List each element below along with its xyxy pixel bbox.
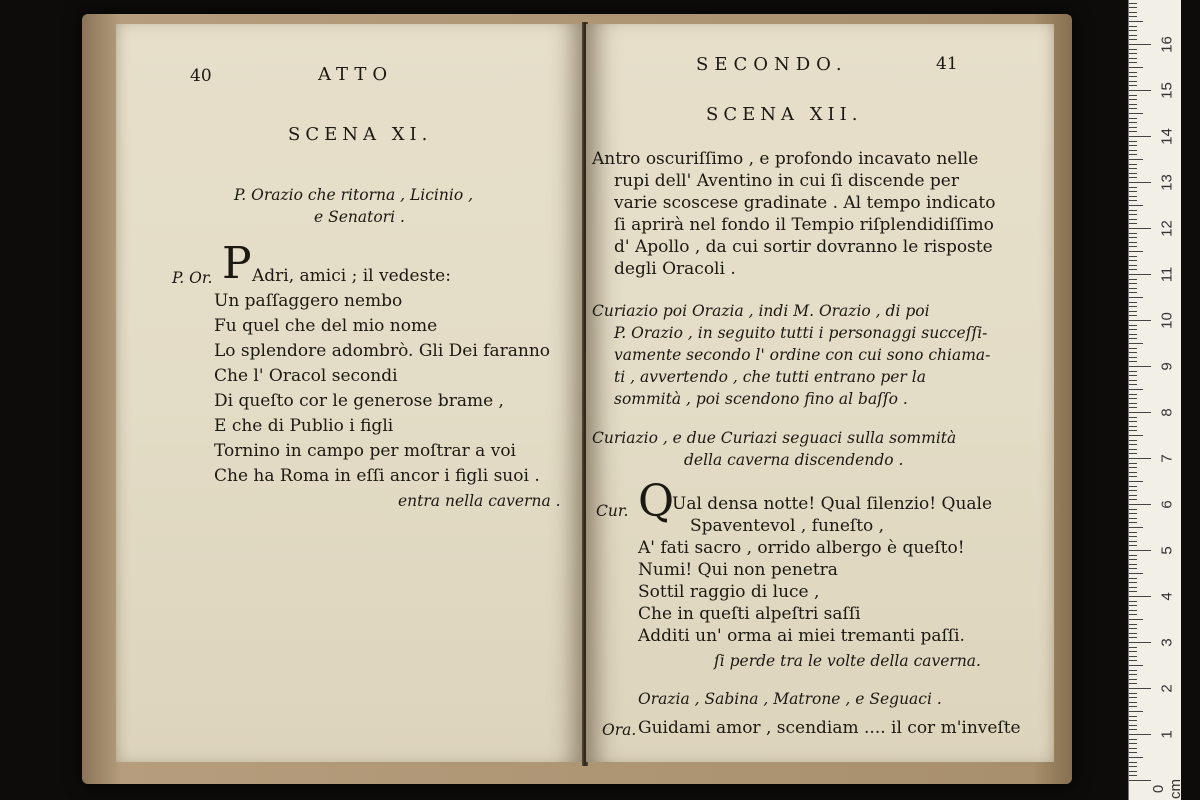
verse-line: Che in queſti alpeſtri saſſi [638,604,861,624]
ruler-tick [1129,118,1137,119]
entrance-direction: Curiazio , e due Curiazi seguaci sulla sommità [592,429,957,447]
ruler-tick [1129,504,1151,505]
ruler-tick [1129,587,1137,588]
ruler-number: 1 [1158,730,1176,739]
ruler-tick [1129,357,1137,358]
ruler-tick [1129,486,1137,487]
ruler-tick [1129,389,1143,390]
setting-line: varie scoscese gradinate . Al tempo indicato [614,193,996,213]
stage-direction: entra nella caverna . [398,492,561,510]
verse-line: Tornino in campo per moſtrar a voi [214,441,516,461]
ruler-number: 12 [1158,220,1176,237]
ruler-number: 5 [1158,546,1176,555]
ruler-tick [1129,256,1137,257]
ruler-number: 15 [1158,82,1176,99]
ruler-tick [1129,628,1137,629]
ruler-tick [1129,458,1151,459]
running-head: ATTO [318,64,394,85]
ruler-tick [1129,555,1137,556]
ruler-tick [1129,7,1137,8]
ruler-tick [1129,748,1137,749]
ruler-tick [1129,191,1137,192]
ruler-tick [1129,624,1137,625]
ruler-tick [1129,30,1137,31]
ruler-tick [1129,3,1137,4]
ruler-tick [1129,320,1151,321]
speaker-label: Cur. [596,502,629,520]
ruler-tick [1129,76,1137,77]
ruler-tick [1129,150,1137,151]
ruler-tick [1129,752,1137,753]
ruler-tick [1129,513,1137,514]
ruler-tick [1129,297,1143,298]
ruler-tick [1129,536,1137,537]
verse-line: E che di Publio i figli [214,416,394,436]
ruler-tick [1129,568,1137,569]
entrance-direction: sommità , poi scendono fino al baſſo . [614,390,908,408]
entrance-direction: P. Orazio , in seguito tutti i personaggi succeſſi- [614,324,988,342]
ruler-tick [1129,757,1143,758]
ruler-tick [1129,775,1137,776]
ruler-tick [1129,591,1137,592]
left-page [116,24,584,762]
speaker-label: P. Or. [172,269,213,287]
ruler-number: 11 [1158,266,1176,283]
ruler-tick [1129,421,1137,422]
ruler-tick [1129,260,1137,261]
entrance-direction: vamente secondo l' ordine con cui sono chiama- [614,346,991,364]
ruler-tick [1129,131,1137,132]
ruler-tick [1129,656,1137,657]
ruler-tick [1129,343,1143,344]
ruler-number: 13 [1158,174,1176,191]
setting-line: degli Oracoli . [614,259,736,279]
ruler-tick [1129,688,1151,689]
ruler-tick [1129,136,1151,137]
ruler-tick [1129,578,1137,579]
entrance-direction: della caverna discendendo . [684,451,904,469]
ruler-tick [1129,729,1137,730]
scene-title: SCENA XI. [288,124,433,145]
ruler-tick [1129,141,1137,142]
ruler-tick [1129,739,1137,740]
ruler-tick [1129,550,1151,551]
ruler-tick [1129,453,1137,454]
ruler-tick [1129,711,1143,712]
ruler-tick [1129,127,1137,128]
ruler-tick [1129,168,1137,169]
verse-line: Additi un' orma ai miei tremanti paſſi. [638,626,965,646]
ruler-tick [1129,720,1137,721]
stage-direction: ſi perde tra le volte della caverna. [714,652,981,670]
speaker-label: Ora. [602,721,637,739]
ruler-tick [1129,173,1137,174]
ruler-tick [1129,58,1137,59]
ruler-tick [1129,265,1137,266]
ruler-tick [1129,72,1137,73]
ruler-tick [1129,145,1137,146]
ruler-tick [1129,674,1137,675]
ruler-tick [1129,279,1137,280]
ruler-tick [1129,39,1137,40]
ruler-tick [1129,665,1143,666]
ruler-tick [1129,113,1143,114]
ruler-tick [1129,426,1137,427]
ruler-tick [1129,693,1137,694]
character-list: e Senatori . [314,208,405,226]
ruler-tick [1129,509,1137,510]
verse-line: Di queſto cor le generose brame , [214,391,504,411]
ruler-tick [1129,541,1137,542]
ruler-tick [1129,725,1137,726]
ruler-tick [1129,99,1137,100]
right-page [586,24,1054,762]
ruler-tick [1129,651,1137,652]
ruler-number: 3 [1158,638,1176,647]
entrance-direction: ti , avvertendo , che tutti entrano per la [614,368,926,386]
ruler-tick [1129,334,1137,335]
ruler-number: 8 [1158,408,1176,417]
ruler-tick [1129,306,1137,307]
ruler-tick [1129,292,1137,293]
ruler-tick [1129,647,1137,648]
ruler-tick [1129,214,1137,215]
ruler-tick [1129,348,1137,349]
ruler-tick [1129,472,1137,473]
ruler-tick [1129,196,1137,197]
verse-line: Lo splendore adombrò. Gli Dei faranno [214,341,551,361]
ruler-tick [1129,766,1137,767]
ruler-tick [1129,26,1137,27]
setting-line: ſi aprirà nel fondo il Tempio riſplendidiſſimo [614,215,994,235]
ruler-tick [1129,463,1137,464]
ruler-number: 14 [1158,128,1176,145]
ruler-number: 6 [1158,500,1176,509]
ruler-tick [1129,384,1137,385]
ruler-tick [1129,329,1137,330]
ruler-tick [1129,154,1137,155]
ruler-tick [1129,325,1137,326]
ruler-tick [1129,403,1137,404]
ruler-tick [1129,237,1137,238]
ruler-tick [1129,522,1137,523]
ruler-tick [1129,210,1137,211]
ruler-tick [1129,417,1137,418]
verse-line: Sottil raggio di luce , [638,582,820,602]
ruler-number: 10 [1158,312,1176,329]
ruler-tick [1129,371,1137,372]
ruler-tick [1129,679,1137,680]
character-list: P. Orazio che ritorna , Licinio , [234,186,474,204]
scene-title: SCENA XII. [706,104,863,125]
ruler-tick [1129,49,1137,50]
ruler-tick [1129,734,1151,735]
ruler-tick [1129,394,1137,395]
ruler-tick [1129,495,1137,496]
ruler-tick [1129,490,1137,491]
ruler-tick [1129,706,1137,707]
ruler-tick [1129,771,1137,772]
verse-line: Numi! Qui non penetra [638,560,838,580]
drop-cap: Q [638,476,675,527]
ruler-tick [1129,53,1137,54]
ruler-tick [1129,527,1143,528]
ruler-tick [1129,481,1143,482]
ruler-tick [1129,614,1137,615]
ruler-tick [1129,444,1137,445]
ruler-tick [1129,16,1137,17]
ruler-tick [1129,449,1137,450]
setting-line: d' Apollo , da cui sortir dovranno le risposte [614,237,993,257]
ruler-tick [1129,187,1137,188]
verse-line: Guidami amor , scendiam .... il cor m'inveſte [638,718,1021,738]
ruler-tick [1129,716,1137,717]
ruler-tick [1129,205,1143,206]
ruler-tick [1129,352,1137,353]
ruler-tick [1129,302,1137,303]
entrance-direction: Orazia , Sabina , Matrone , e Seguaci . [638,690,942,708]
verse-line: Ual densa notte! Qual ſilenzio! Quale [672,494,993,514]
ruler-tick [1129,573,1143,574]
ruler-tick [1129,407,1137,408]
ruler-tick [1129,545,1137,546]
ruler-tick [1129,21,1143,22]
ruler-tick [1129,164,1137,165]
ruler-tick [1129,435,1143,436]
ruler-tick [1129,518,1137,519]
ruler-tick [1129,633,1137,634]
ruler-tick [1129,610,1137,611]
ruler-number: 4 [1158,592,1176,601]
ruler-tick [1129,85,1137,86]
ruler-tick [1129,159,1143,160]
ruler-tick [1129,762,1137,763]
ruler-tick [1129,219,1137,220]
ruler-tick [1129,315,1137,316]
ruler-tick [1129,288,1137,289]
ruler-tick [1129,637,1137,638]
ruler-tick [1129,182,1151,183]
verse-line: Che ha Roma in eſſi ancor i figli suoi . [214,466,540,486]
ruler-tick [1129,499,1137,500]
ruler-tick [1129,44,1151,45]
verse-line: Che l' Oracol secondi [214,366,398,386]
ruler-tick [1129,95,1137,96]
ruler-tick [1129,683,1137,684]
ruler-tick [1129,398,1137,399]
ruler-tick [1129,104,1137,105]
drop-cap: P [222,238,252,289]
setting-line: Antro oscuriſſimo , e profondo incavato nelle [592,149,979,169]
running-head: SECONDO. [696,54,848,75]
ruler-tick [1129,90,1151,91]
ruler-tick [1129,697,1137,698]
ruler-tick [1129,311,1137,312]
ruler-tick [1129,670,1137,671]
ruler-tick [1129,412,1151,413]
ruler-tick [1129,601,1137,602]
setting-line: rupi dell' Aventino in cui ſi discende per [614,171,959,191]
ruler-tick [1129,223,1137,224]
ruler-tick [1129,605,1137,606]
ruler-tick [1129,619,1143,620]
ruler-tick [1129,108,1137,109]
ruler-tick [1129,269,1137,270]
ruler-number: 7 [1158,454,1176,463]
ruler-tick [1129,35,1137,36]
ruler-tick [1129,177,1137,178]
ruler-tick [1129,62,1137,63]
ruler-number: 0 cm [1150,779,1184,799]
ruler-tick [1129,228,1151,229]
verse-line: Adri, amici ; il vedeste: [252,266,451,286]
ruler-tick [1129,338,1137,339]
ruler-tick [1129,242,1137,243]
page-number: 40 [190,66,212,86]
ruler-tick [1129,660,1137,661]
ruler-tick [1129,440,1137,441]
ruler-tick [1129,375,1137,376]
ruler-tick [1129,200,1137,201]
ruler-number: 9 [1158,362,1176,371]
ruler-tick [1129,366,1151,367]
ruler-tick [1129,246,1137,247]
ruler-tick [1129,532,1137,533]
ruler-tick [1129,67,1143,68]
ruler-tick [1129,467,1137,468]
entrance-direction: Curiazio poi Orazia , indi M. Orazio , di poi [592,302,930,320]
ruler-tick [1129,476,1137,477]
ruler-tick [1129,559,1137,560]
ruler-tick [1129,12,1137,13]
verse-line: Un paſſaggero nembo [214,291,403,311]
ruler-tick [1129,283,1137,284]
ruler-tick [1129,564,1137,565]
ruler-tick [1129,642,1151,643]
ruler-tick [1129,596,1151,597]
ruler-number: 16 [1158,36,1176,53]
ruler-number: 2 [1158,684,1176,693]
verse-line: Fu quel che del mio nome [214,316,438,336]
ruler-tick [1129,380,1137,381]
ruler-tick [1129,780,1151,781]
ruler-tick [1129,702,1137,703]
ruler-tick [1129,233,1137,234]
ruler-tick [1129,81,1137,82]
page-number: 41 [936,54,958,74]
verse-line: Spaventevol , funeſto , [690,516,885,536]
ruler-tick [1129,582,1137,583]
ruler-tick [1129,274,1151,275]
ruler-tick [1129,430,1137,431]
ruler-tick [1129,361,1137,362]
ruler-tick [1129,251,1143,252]
ruler-tick [1129,743,1137,744]
verse-line: A' fati sacro , orrido albergo è queſto! [638,538,965,558]
measuring-ruler [1128,0,1184,800]
ruler-tick [1129,122,1137,123]
